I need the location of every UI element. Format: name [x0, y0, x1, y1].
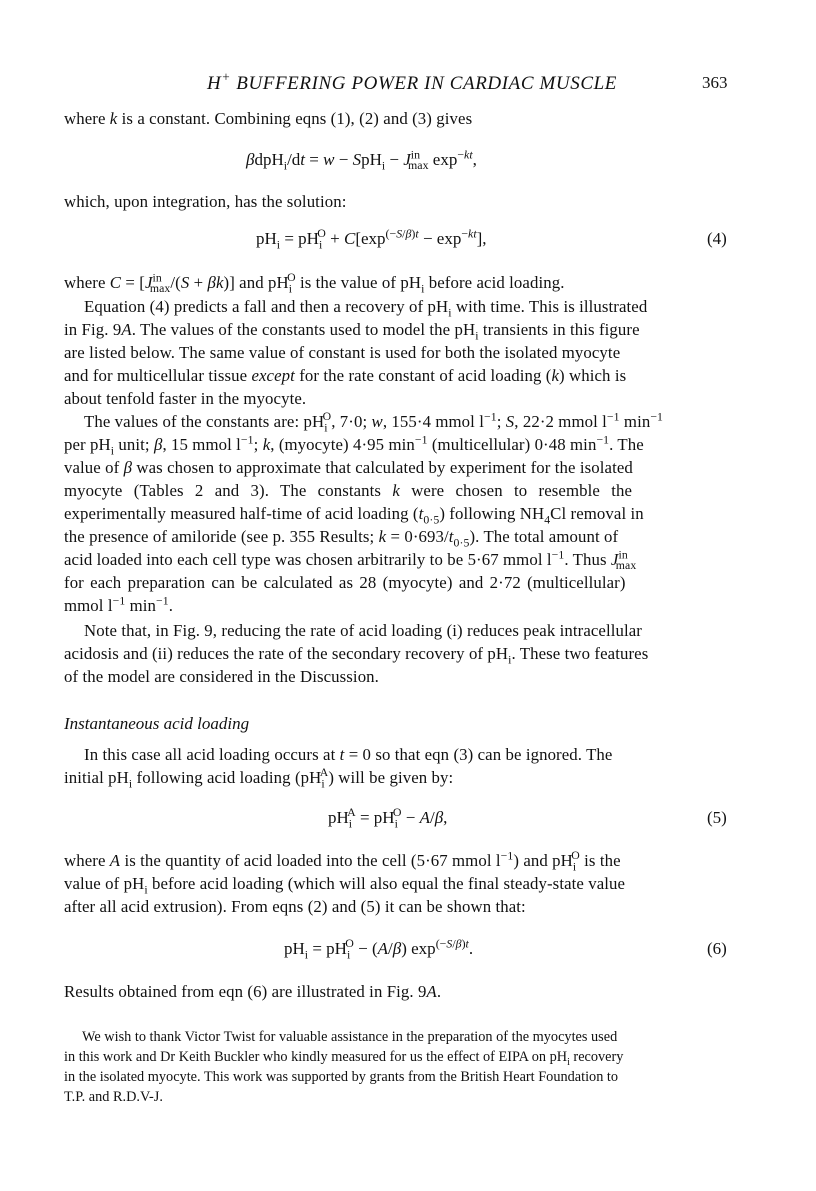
acknowledgement-line-1: We wish to thank Victor Twist for valuable assistance in the preparation of the myocytes used: [82, 1029, 618, 1045]
para1-line-5: about tenfold faster in the myocyte.: [64, 389, 307, 408]
equation-5: $pH_i^A = pH_i^O - A/\beta$,: [328, 805, 448, 831]
rate-equation: $\beta dpH_i/dt = w - SpH_i - J^{in}_{max}$ $\exp^{-kt}$,: [246, 147, 477, 173]
section-heading: Instantaneous acid loading: [64, 714, 250, 733]
results-line: Results obtained from eqn (6) are illustrated in Fig. 9A.: [64, 982, 442, 1001]
running-title: H+ BUFFERING POWER IN CARDIAC MUSCLE: [206, 69, 617, 94]
para2-line-1: The values of the constants are: $pH_i^O$, 7·0; w, 155·4 mmol $l^{-1}$; S, 22·2 mmol $l^{-1}$ $\min^{-1}$: [84, 410, 664, 435]
para3-line-3: of the model are considered in the Discussion.: [64, 667, 379, 686]
para2-line-4: myocyte (Tables 2 and 3). The constants k were chosen to resemble the: [64, 481, 633, 500]
para5-line-2: value of $pH_i$ before acid loading (which will also equal the final steady-state value: [64, 874, 626, 897]
para2-line-2: per $pH_i$ unit; β, 15 mmol $l^{-1}$; k, (myocyte) 4·95 $\min^{-1}$ (multicellular) 0·48 $\min^{-1}$. The: [64, 433, 644, 458]
para5-line-1: where A is the quantity of acid loaded into the cell (5·67 mmol $l^{-1}$) and $pH_i^O$ is the: [64, 849, 621, 874]
para1-line-1: Equation (4) predicts a fall and then a recovery of $pH_i$ with time. This is illustrated: [84, 297, 648, 320]
para2-line-8: for each preparation can be calculated as 28 (myocyte) and 2·72 (multicellular): [64, 573, 626, 592]
para3-line-2: acidosis and (ii) reduces the rate of the secondary recovery of $pH_i$. These two features: [64, 644, 649, 667]
para2-line-5: experimentally measured half-time of acid loading $(t_{0\cdot 5})$ following $NH_4Cl$ removal in: [64, 504, 644, 527]
equation-6-number: (6): [707, 939, 727, 958]
para2-line-7: acid loaded into each cell type was chosen arbitrarily to be 5·67 mmol $l^{-1}$. Thus $J^{in}_{max}$: [64, 548, 637, 573]
running-head: [0, 69, 816, 97]
para4-line-1: In this case all acid loading occurs at t = 0 so that eqn (3) can be ignored. The: [84, 745, 613, 764]
para1-line-3: are listed below. The same value of constant is used for both the isolated myocyte: [64, 343, 621, 362]
para5-line-3: after all acid extrusion). From eqns (2) and (5) it can be shown that:: [64, 897, 526, 916]
where-c-line: where $C = [J^{in}_{max}/(S + \beta k)]$ and $pH_i^O$ is the value of $pH_i$ before acid loading.: [64, 271, 565, 296]
acknowledgement-line-4: T.P. and R.D.V-J.: [64, 1089, 163, 1105]
para1-line-2: in Fig. 9A. The values of the constants used to model the $pH_i$ transients in this figure: [64, 320, 640, 343]
para4-line-2: initial $pH_i$ following acid loading $(pH_i^A)$ will be given by:: [64, 766, 454, 791]
equation-4-number: (4): [707, 229, 727, 248]
para2-line-9: mmol $l^{-1}$ $\min^{-1}$.: [64, 594, 174, 615]
para1-line-4: and for multicellular tissue except for the rate constant of acid loading (k) which is: [64, 366, 627, 385]
para3-line-1: Note that, in Fig. 9, reducing the rate of acid loading (i) reduces peak intracellular: [84, 621, 642, 640]
page-number: 363: [702, 73, 728, 92]
para2-line-3: value of β was chosen to approximate that calculated by experiment for the isolated: [64, 458, 633, 477]
para2-line-6: the presence of amiloride (see p. 355 Results; $k = 0\cdot 693/t_{0\cdot 5}$). The total amount of: [64, 527, 619, 550]
equation-4: $pH_i = pH_i^O + C[\exp^{(-S/\beta)t} - \exp^{-kt}]$,: [256, 226, 487, 252]
equation-6: $pH_i = pH_i^O - (A/\beta)$ $\exp^{(-S/\beta)t}$.: [284, 936, 474, 962]
acknowledgement-line-2: in this work and Dr Keith Buckler who kindly measured for us the effect of EIPA on $pH_i$ recovery: [64, 1049, 624, 1068]
acknowledgement-line-3: in the isolated myocyte. This work was supported by grants from the British Heart Foundation to: [64, 1069, 619, 1085]
equation-5-number: (5): [707, 808, 727, 827]
integration-line: which, upon integration, has the solution:: [64, 192, 347, 211]
intro-line: where k is a constant. Combining eqns (1), (2) and (3) gives: [64, 109, 473, 128]
